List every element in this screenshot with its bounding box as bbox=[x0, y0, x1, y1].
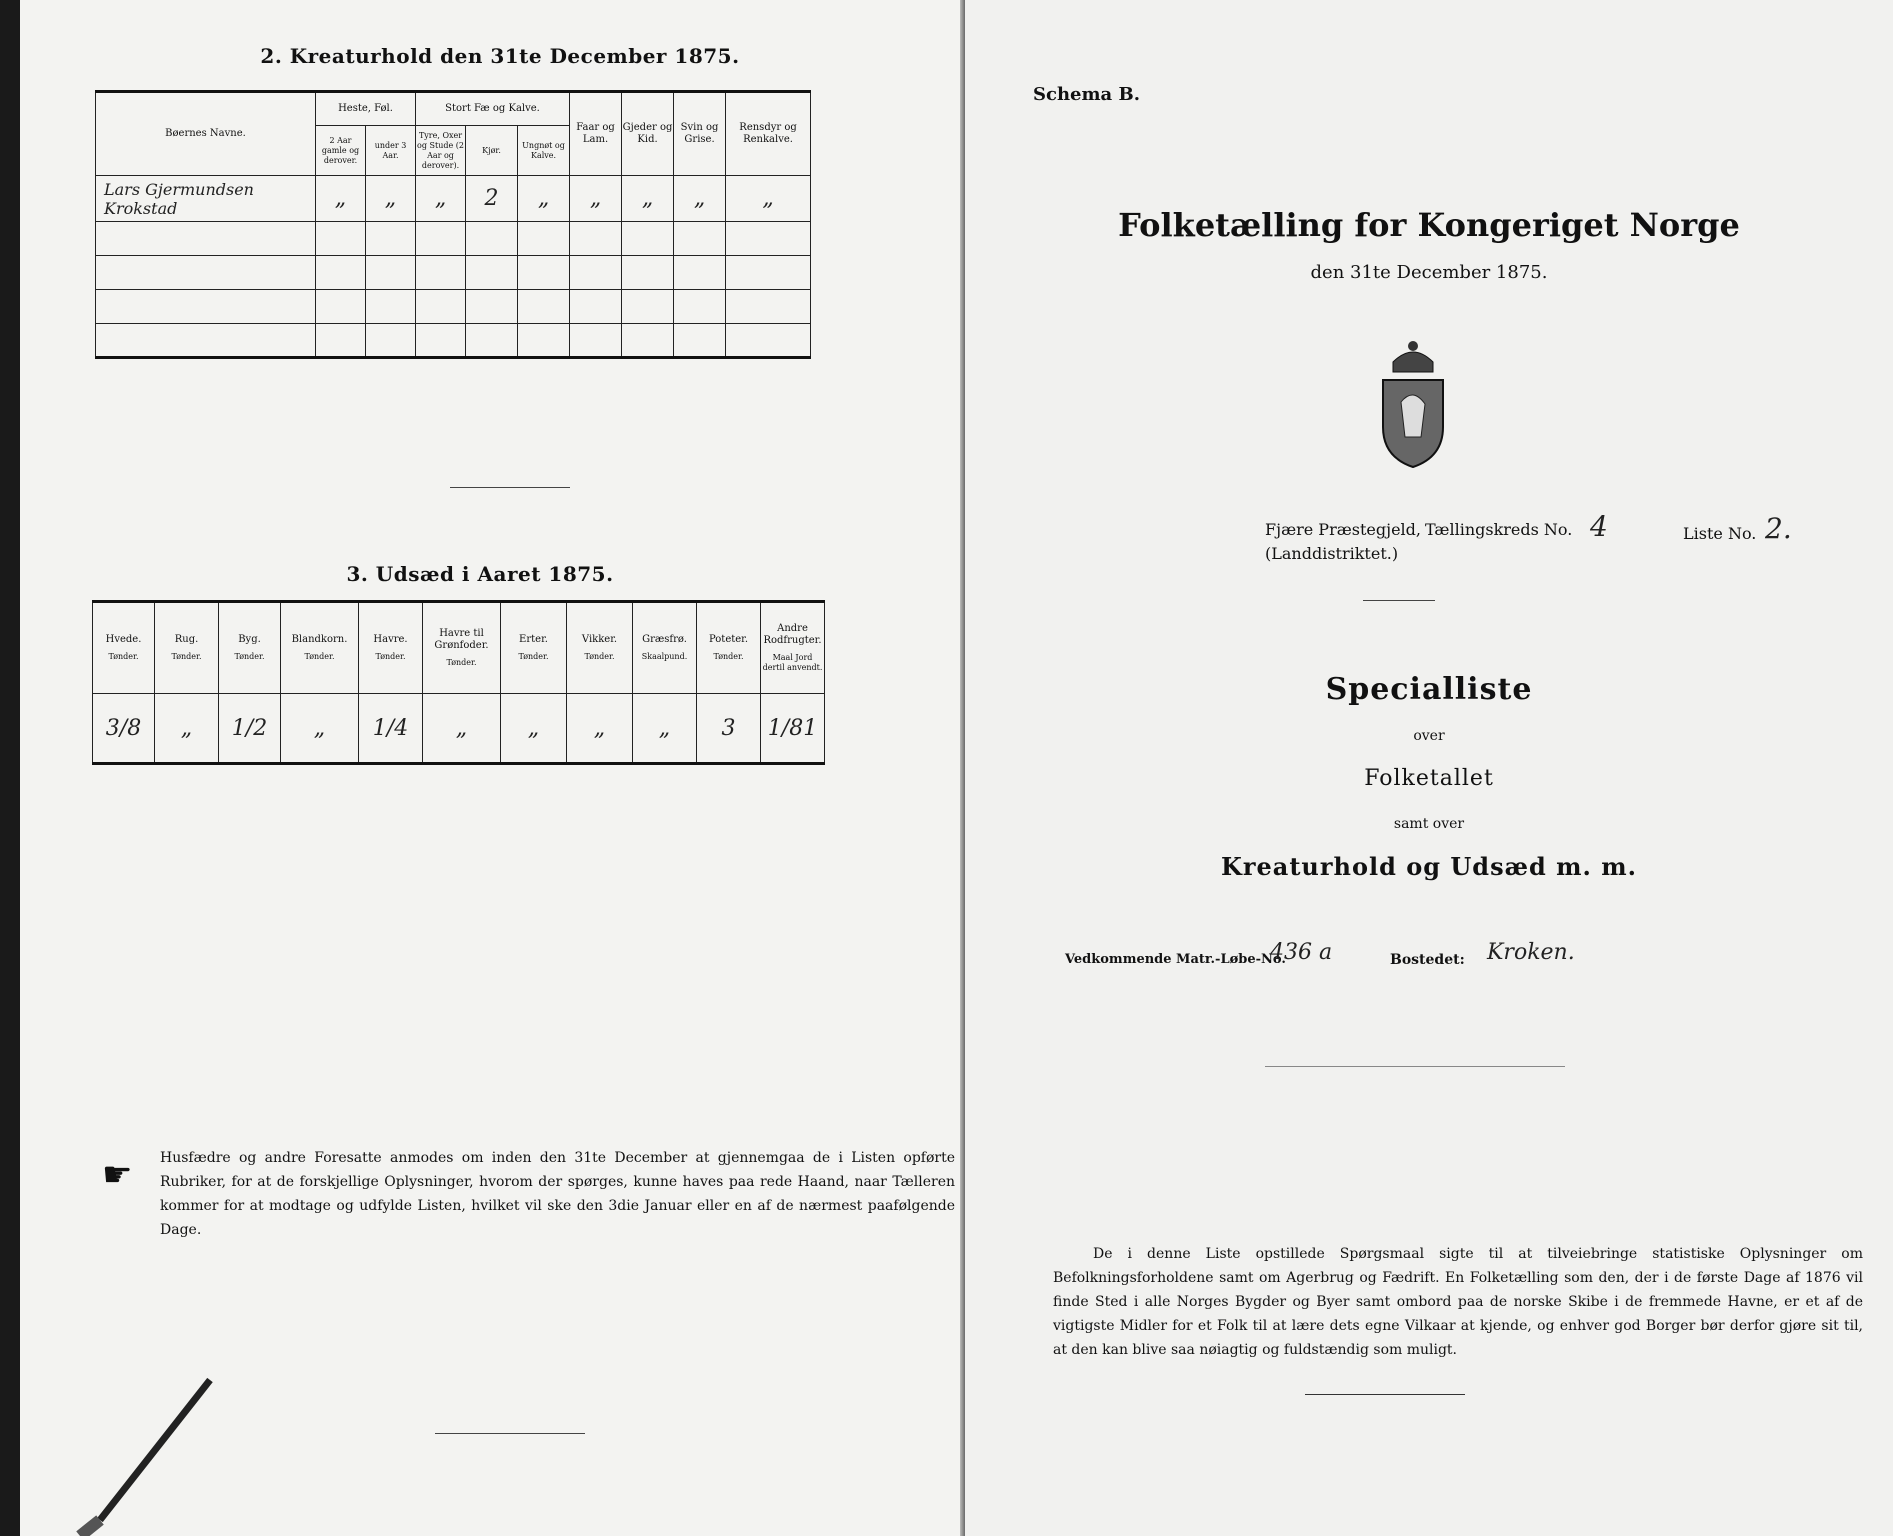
heste-sub2: under 3 Aar. bbox=[366, 126, 416, 176]
footer-text: De i denne Liste opstillede Spørgsmaal sigte til at tilveiebringe statistiske Oplysninger om Befolkningsforholdene samt om Agerbrug og Fædrift. En Folketælling som den, der i de første Dage af 1876 vil finde Sted i alle Norges Bygder og Byer samt ombord paa de norske Skibe i de fremmede Havne, er et af de vigtigste Midler for et Folk til at lære dets egne Vilkaar at kjende, og enhver god Borger bør derfor gjøre sit til, at den kan blive saa nøiagtig og fuldstændig som muligt. bbox=[1053, 1246, 1863, 1358]
sowing-value: 1/81 bbox=[761, 694, 825, 764]
sowing-value: 3/8 bbox=[93, 694, 155, 764]
owner-name: Lars Gjermundsen Krokstad bbox=[96, 176, 316, 222]
kreds-value: 4 bbox=[1590, 510, 1608, 543]
sowing-col-unit: Tønder. bbox=[108, 652, 139, 661]
coat-of-arms-icon bbox=[1363, 332, 1463, 472]
census-date: den 31te December 1875. bbox=[1310, 262, 1548, 283]
sowing-col-name: Andre Rodfrugter. bbox=[763, 623, 822, 646]
spec-title: Specialliste bbox=[1325, 672, 1533, 707]
landdistrikt-label: (Landdistriktet.) bbox=[1265, 544, 1399, 563]
prestegjeld-label: Fjære Præstegjeld, bbox=[1265, 520, 1421, 539]
cell: 2 bbox=[466, 176, 518, 222]
sowing-col-header bbox=[697, 602, 761, 694]
cell: „ bbox=[570, 176, 622, 222]
cell: „ bbox=[316, 176, 366, 222]
right-page bbox=[965, 0, 1893, 1536]
sowing-value: „ bbox=[633, 694, 697, 764]
section2-title: 2. Kreaturhold den 31te December 1875. bbox=[260, 44, 740, 68]
sowing-col-name: Blandkorn. bbox=[291, 634, 348, 645]
divider bbox=[1305, 1394, 1465, 1395]
sowing-col-name: Græsfrø. bbox=[642, 634, 687, 645]
sowing-col-name: Poteter. bbox=[708, 634, 749, 645]
sowing-col-unit: Tønder. bbox=[234, 652, 265, 661]
section3-title: 3. Udsæd i Aaret 1875. bbox=[346, 562, 614, 586]
bosted-value: Kroken. bbox=[1487, 940, 1575, 965]
table-row bbox=[96, 324, 811, 358]
table-row bbox=[96, 222, 811, 256]
sowing-col-name: Erter. bbox=[519, 634, 548, 645]
notice-text: Husfædre og andre Foresatte anmodes om inden den 31te December at gjennemgaa de i Listen opførte Rubriker, for at de forskjellige Oplysninger, hvorom der spørges, kunne haves paa rede Haand, naar Tælleren kommer for at modtage og udfylde Listen, hvilket vil ske den 3die Januar eller en af de nærmest paafølgende Dage. bbox=[160, 1150, 955, 1238]
faar-header: Faar og Lam. bbox=[570, 92, 622, 176]
sowing-col-header bbox=[761, 602, 825, 694]
sowing-value: 1/4 bbox=[359, 694, 423, 764]
divider bbox=[1265, 1066, 1565, 1067]
stortfae-sub2: Kjør. bbox=[466, 126, 518, 176]
stortfae-sub1: Tyre, Oxer og Stude (2 Aar og derover). bbox=[416, 126, 466, 176]
pointing-hand-icon: ☛ bbox=[102, 1155, 133, 1195]
table-row bbox=[93, 694, 825, 764]
heste-header: Heste, Føl. bbox=[316, 92, 416, 126]
sowing-col-unit: Tønder. bbox=[304, 652, 335, 661]
sowing-col-name: Rug. bbox=[174, 634, 199, 645]
sowing-table bbox=[92, 600, 825, 765]
sowing-col-unit: Tønder. bbox=[518, 652, 549, 661]
pen-icon bbox=[60, 1370, 230, 1536]
sowing-col-unit: Tønder. bbox=[584, 652, 615, 661]
sowing-value: 3 bbox=[697, 694, 761, 764]
sowing-col-unit: Maal Jord dertil anvendt. bbox=[762, 653, 823, 672]
left-page bbox=[20, 0, 965, 1536]
sowing-col-unit: Skaalpund. bbox=[641, 652, 688, 661]
sowing-col-name: Byg. bbox=[238, 634, 261, 645]
sowing-col-unit: Tønder. bbox=[171, 652, 202, 661]
kreds-label: Tællingskreds No. bbox=[1425, 520, 1573, 539]
sowing-col-header bbox=[359, 602, 423, 694]
sowing-value: „ bbox=[567, 694, 633, 764]
gjeder-header: Gjeder og Kid. bbox=[622, 92, 674, 176]
over-text: over bbox=[1413, 728, 1445, 744]
matr-value: 436 a bbox=[1270, 940, 1333, 965]
sowing-col-header bbox=[93, 602, 155, 694]
sowing-col-unit: Tønder. bbox=[713, 652, 744, 661]
sowing-col-name: Hvede. bbox=[105, 634, 142, 645]
kreaturhold-text: Kreaturhold og Udsæd m. m. bbox=[1221, 852, 1637, 881]
matr-label: Vedkommende Matr.-Løbe-No. bbox=[1065, 952, 1286, 967]
sowing-col-header bbox=[633, 602, 697, 694]
cell: „ bbox=[674, 176, 726, 222]
cell: „ bbox=[622, 176, 674, 222]
sowing-value: „ bbox=[281, 694, 359, 764]
cell: „ bbox=[726, 176, 811, 222]
sowing-col-header bbox=[219, 602, 281, 694]
stortfae-header: Stort Fæ og Kalve. bbox=[416, 92, 570, 126]
col-name-header: Bøernes Navne. bbox=[96, 92, 316, 176]
divider bbox=[435, 1433, 585, 1434]
table-row bbox=[96, 176, 811, 222]
sowing-col-unit: Tønder. bbox=[375, 652, 406, 661]
sowing-col-header bbox=[155, 602, 219, 694]
sowing-value: „ bbox=[423, 694, 501, 764]
liste-label: Liste No. bbox=[1683, 524, 1757, 543]
sowing-value: 1/2 bbox=[219, 694, 281, 764]
sowing-col-unit: Tønder. bbox=[446, 658, 477, 667]
bosted-label: Bostedet: bbox=[1390, 952, 1465, 968]
divider bbox=[1363, 600, 1435, 601]
sowing-col-name: Havre til Grønfoder. bbox=[434, 628, 489, 651]
sowing-col-name: Vikker. bbox=[581, 634, 618, 645]
cell: „ bbox=[416, 176, 466, 222]
table-row bbox=[96, 256, 811, 290]
table-row bbox=[96, 290, 811, 324]
samt-over-text: samt over bbox=[1393, 816, 1465, 832]
cell: „ bbox=[518, 176, 570, 222]
svin-header: Svin og Grise. bbox=[674, 92, 726, 176]
rensdyr-header: Rensdyr og Renkalve. bbox=[726, 92, 811, 176]
liste-value: 2. bbox=[1765, 512, 1792, 545]
sowing-col-header bbox=[501, 602, 567, 694]
page-title: Folketælling for Kongeriget Norge bbox=[1118, 206, 1740, 244]
divider bbox=[450, 487, 570, 488]
sowing-col-header bbox=[567, 602, 633, 694]
sowing-col-name: Havre. bbox=[373, 634, 408, 645]
stortfae-sub3: Ungnøt og Kalve. bbox=[518, 126, 570, 176]
heste-sub1: 2 Aar gamle og derover. bbox=[316, 126, 366, 176]
sowing-col-header bbox=[281, 602, 359, 694]
cell: „ bbox=[366, 176, 416, 222]
sowing-value: „ bbox=[155, 694, 219, 764]
schema-label: Schema B. bbox=[1033, 84, 1140, 105]
sowing-value: „ bbox=[501, 694, 567, 764]
folketallet-text: Folketallet bbox=[1364, 766, 1494, 791]
livestock-table bbox=[95, 90, 811, 359]
sowing-col-header bbox=[423, 602, 501, 694]
